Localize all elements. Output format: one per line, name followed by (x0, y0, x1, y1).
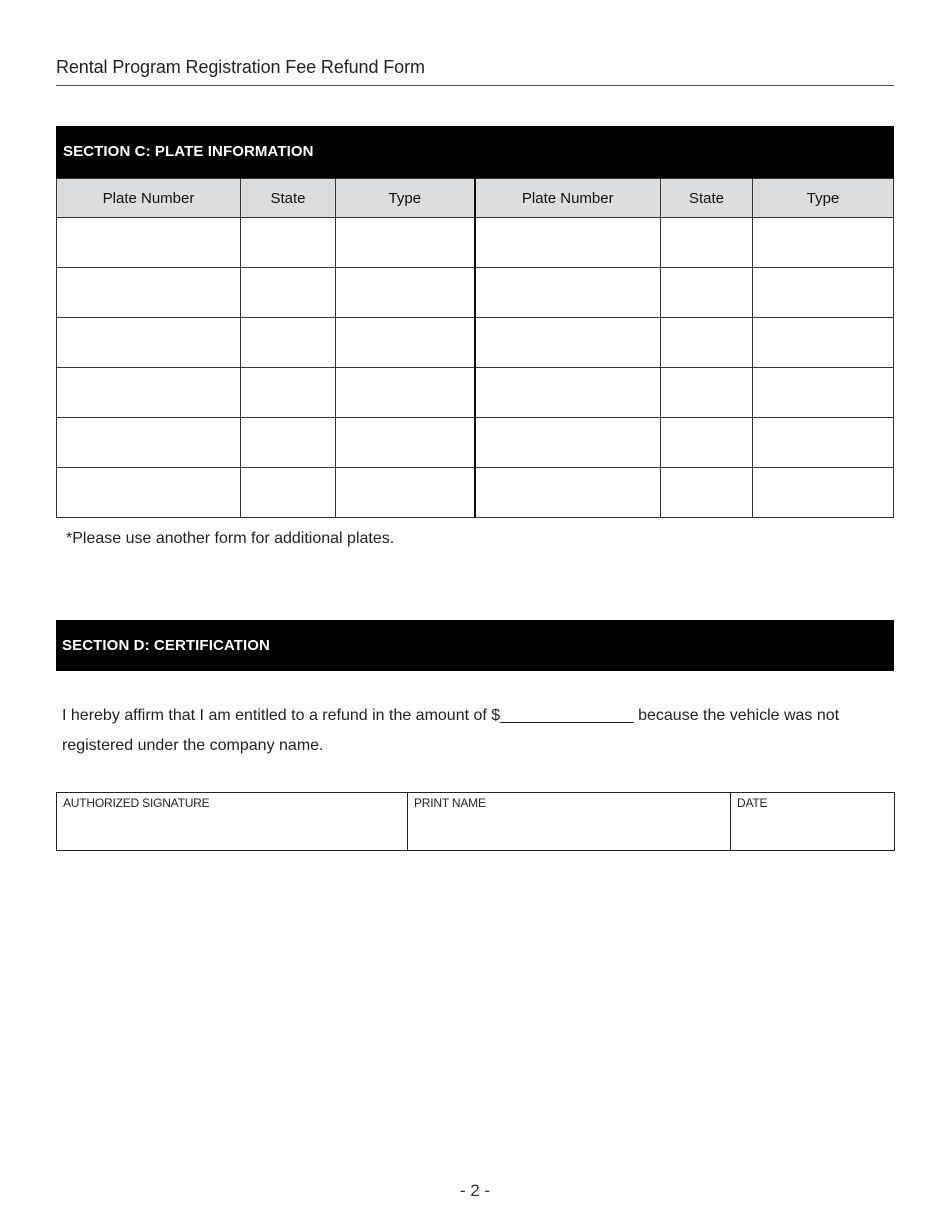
table-row (57, 318, 894, 368)
table-cell (241, 268, 336, 318)
state-input[interactable] (241, 318, 335, 367)
state-input[interactable] (661, 268, 752, 317)
plate-number-input[interactable] (57, 218, 240, 267)
table-cell (241, 218, 336, 268)
type-input[interactable] (336, 218, 474, 267)
state-input[interactable] (241, 468, 335, 517)
state-input[interactable] (241, 368, 335, 417)
column-header-state-2: State (661, 179, 753, 218)
section-c-plate-information (56, 126, 894, 518)
table-cell (661, 368, 753, 418)
table-row (57, 368, 894, 418)
additional-plates-note: *Please use another form for additional plates. (66, 530, 395, 547)
state-input[interactable] (241, 218, 335, 267)
table-cell (336, 468, 475, 518)
table-cell (753, 468, 894, 518)
state-input[interactable] (241, 268, 335, 317)
table-cell (753, 268, 894, 318)
table-cell (57, 368, 241, 418)
state-input[interactable] (661, 468, 752, 517)
date-field[interactable] (737, 818, 888, 834)
plate-number-input[interactable] (57, 318, 240, 367)
state-input[interactable] (661, 418, 752, 467)
table-cell (475, 218, 661, 268)
column-header-type: Type (336, 179, 475, 218)
plate-number-input[interactable] (476, 218, 661, 267)
signature-label: AUTHORIZED SIGNATURE (63, 796, 210, 810)
table-cell (475, 368, 661, 418)
table-cell (475, 468, 661, 518)
date-cell (731, 793, 895, 851)
table-cell (336, 368, 475, 418)
table-cell (57, 268, 241, 318)
section-d-certification (56, 620, 894, 671)
section-c-title: SECTION C: PLATE INFORMATION (56, 126, 894, 178)
page-number: - 2 - (459, 1181, 491, 1200)
table-cell (336, 268, 475, 318)
table-cell (475, 318, 661, 368)
plate-number-input[interactable] (57, 268, 240, 317)
table-cell (241, 468, 336, 518)
date-label: DATE (737, 796, 768, 810)
table-cell (753, 318, 894, 368)
table-cell (336, 418, 475, 468)
table-cell (241, 418, 336, 468)
table-cell (336, 318, 475, 368)
state-input[interactable] (661, 218, 752, 267)
certification-statement: I hereby affirm that I am entitled to a refund in the amount of $_______________ because the vehicle was not registered under the company name. (62, 707, 840, 754)
table-cell (57, 318, 241, 368)
plate-number-input[interactable] (57, 418, 240, 467)
type-input[interactable] (336, 318, 474, 367)
table-cell (661, 218, 753, 268)
table-cell (661, 418, 753, 468)
plate-number-input[interactable] (476, 468, 661, 517)
table-cell (753, 418, 894, 468)
table-cell (241, 318, 336, 368)
type-input[interactable] (753, 218, 893, 267)
table-row (57, 418, 894, 468)
table-cell (57, 418, 241, 468)
table-cell (475, 268, 661, 318)
plate-number-input[interactable] (57, 468, 240, 517)
plate-number-input[interactable] (476, 368, 661, 417)
column-header-type-2: Type (753, 179, 894, 218)
table-cell (753, 368, 894, 418)
type-input[interactable] (753, 468, 893, 517)
table-cell (57, 468, 241, 518)
table-row (57, 218, 894, 268)
document-header (56, 57, 894, 86)
signature-cell (57, 793, 408, 851)
table-cell (57, 218, 241, 268)
table-cell (475, 418, 661, 468)
plate-number-input[interactable] (476, 318, 661, 367)
type-input[interactable] (336, 268, 474, 317)
type-input[interactable] (753, 268, 893, 317)
table-cell (661, 318, 753, 368)
column-header-plate-number-2: Plate Number (475, 179, 661, 218)
table-row (57, 468, 894, 518)
table-cell (753, 218, 894, 268)
column-header-plate-number: Plate Number (57, 179, 241, 218)
print-name-cell (408, 793, 731, 851)
plate-number-input[interactable] (476, 418, 661, 467)
plate-number-input[interactable] (57, 368, 240, 417)
form-title: Rental Program Registration Fee Refund Form (56, 57, 425, 77)
print-name-label: PRINT NAME (414, 796, 486, 810)
type-input[interactable] (336, 468, 474, 517)
type-input[interactable] (753, 418, 893, 467)
state-input[interactable] (661, 368, 752, 417)
state-input[interactable] (661, 318, 752, 367)
print-name-field[interactable] (414, 818, 724, 834)
signature-field[interactable] (63, 818, 401, 834)
table-cell (241, 368, 336, 418)
plate-number-input[interactable] (476, 268, 661, 317)
table-cell (661, 268, 753, 318)
type-input[interactable] (336, 418, 474, 467)
plate-table-header-row (57, 179, 894, 218)
type-input[interactable] (753, 318, 893, 367)
table-cell (661, 468, 753, 518)
column-header-state: State (241, 179, 336, 218)
plate-table (56, 178, 894, 518)
type-input[interactable] (336, 368, 474, 417)
signature-block (56, 792, 895, 851)
section-d-title: SECTION D: CERTIFICATION (56, 620, 894, 671)
table-row (57, 268, 894, 318)
table-cell (336, 218, 475, 268)
type-input[interactable] (753, 368, 893, 417)
state-input[interactable] (241, 418, 335, 467)
